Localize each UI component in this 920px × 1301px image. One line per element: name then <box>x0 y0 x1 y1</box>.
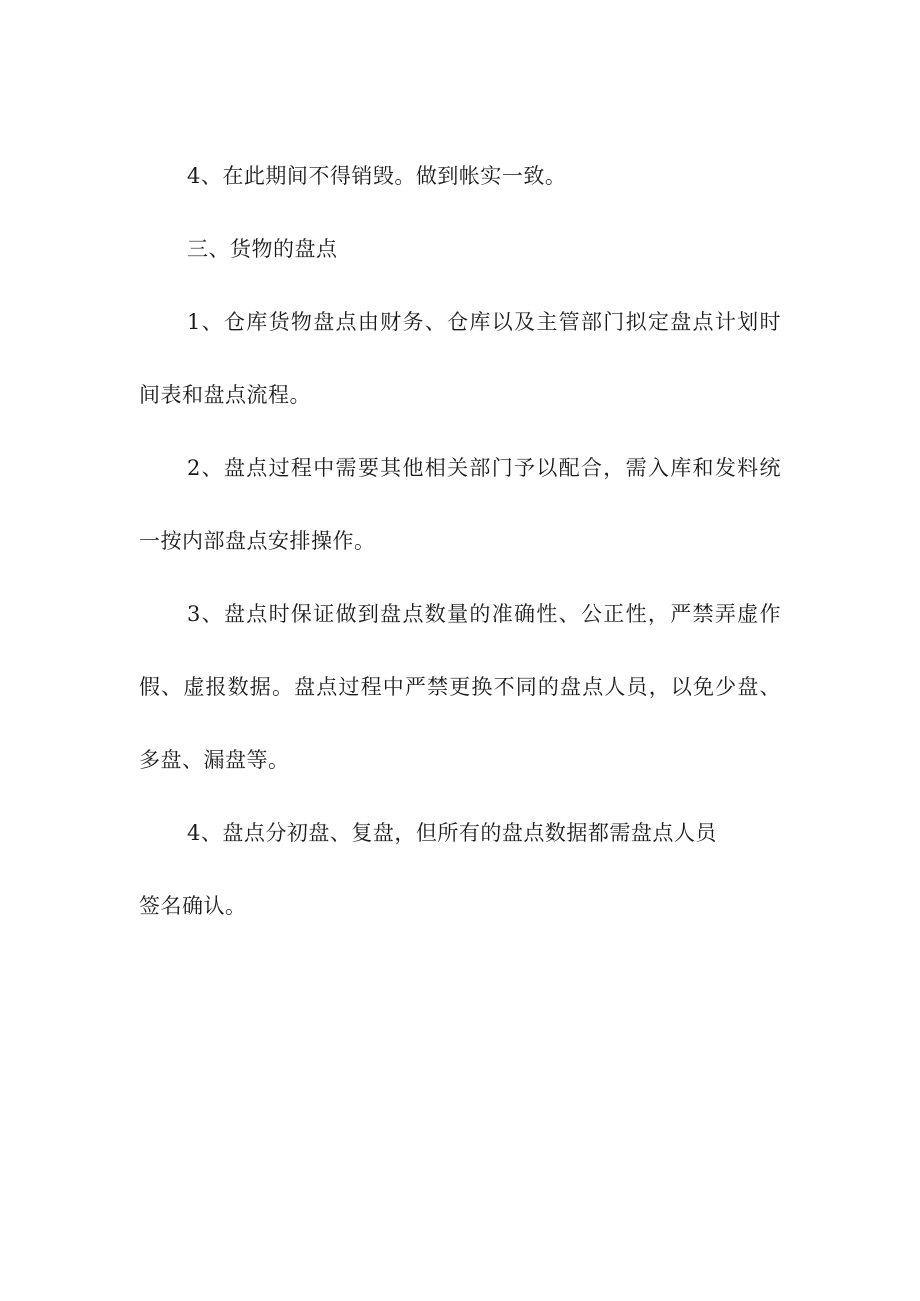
paragraph-inventory-rule-4: 4、盘点分初盘、复盘，但所有的盘点数据都需盘点人员 <box>187 821 717 845</box>
paragraph-inventory-rule-3: 3、盘点时保证做到盘点数量的准确性、公正性，严禁弄虚作假、虚报数据。盘点过程中严禁更换不同的盘点人员，以免少盘、多盘、漏盘等。 <box>139 602 781 772</box>
paragraph-rule-4-no-destruction: 4、在此期间不得销毁。做到帐实一致。 <box>187 164 567 188</box>
section-heading-inventory: 三、货物的盘点 <box>187 237 338 261</box>
paragraph-inventory-rule-4-continued: 签名确认。 <box>139 894 247 918</box>
paragraph-inventory-rule-1: 1、仓库货物盘点由财务、仓库以及主管部门拟定盘点计划时间表和盘点流程。 <box>139 310 781 407</box>
document-body <box>139 140 781 943</box>
paragraph-inventory-rule-2: 2、盘点过程中需要其他相关部门予以配合，需入库和发料统一按内部盘点安排操作。 <box>139 456 781 553</box>
